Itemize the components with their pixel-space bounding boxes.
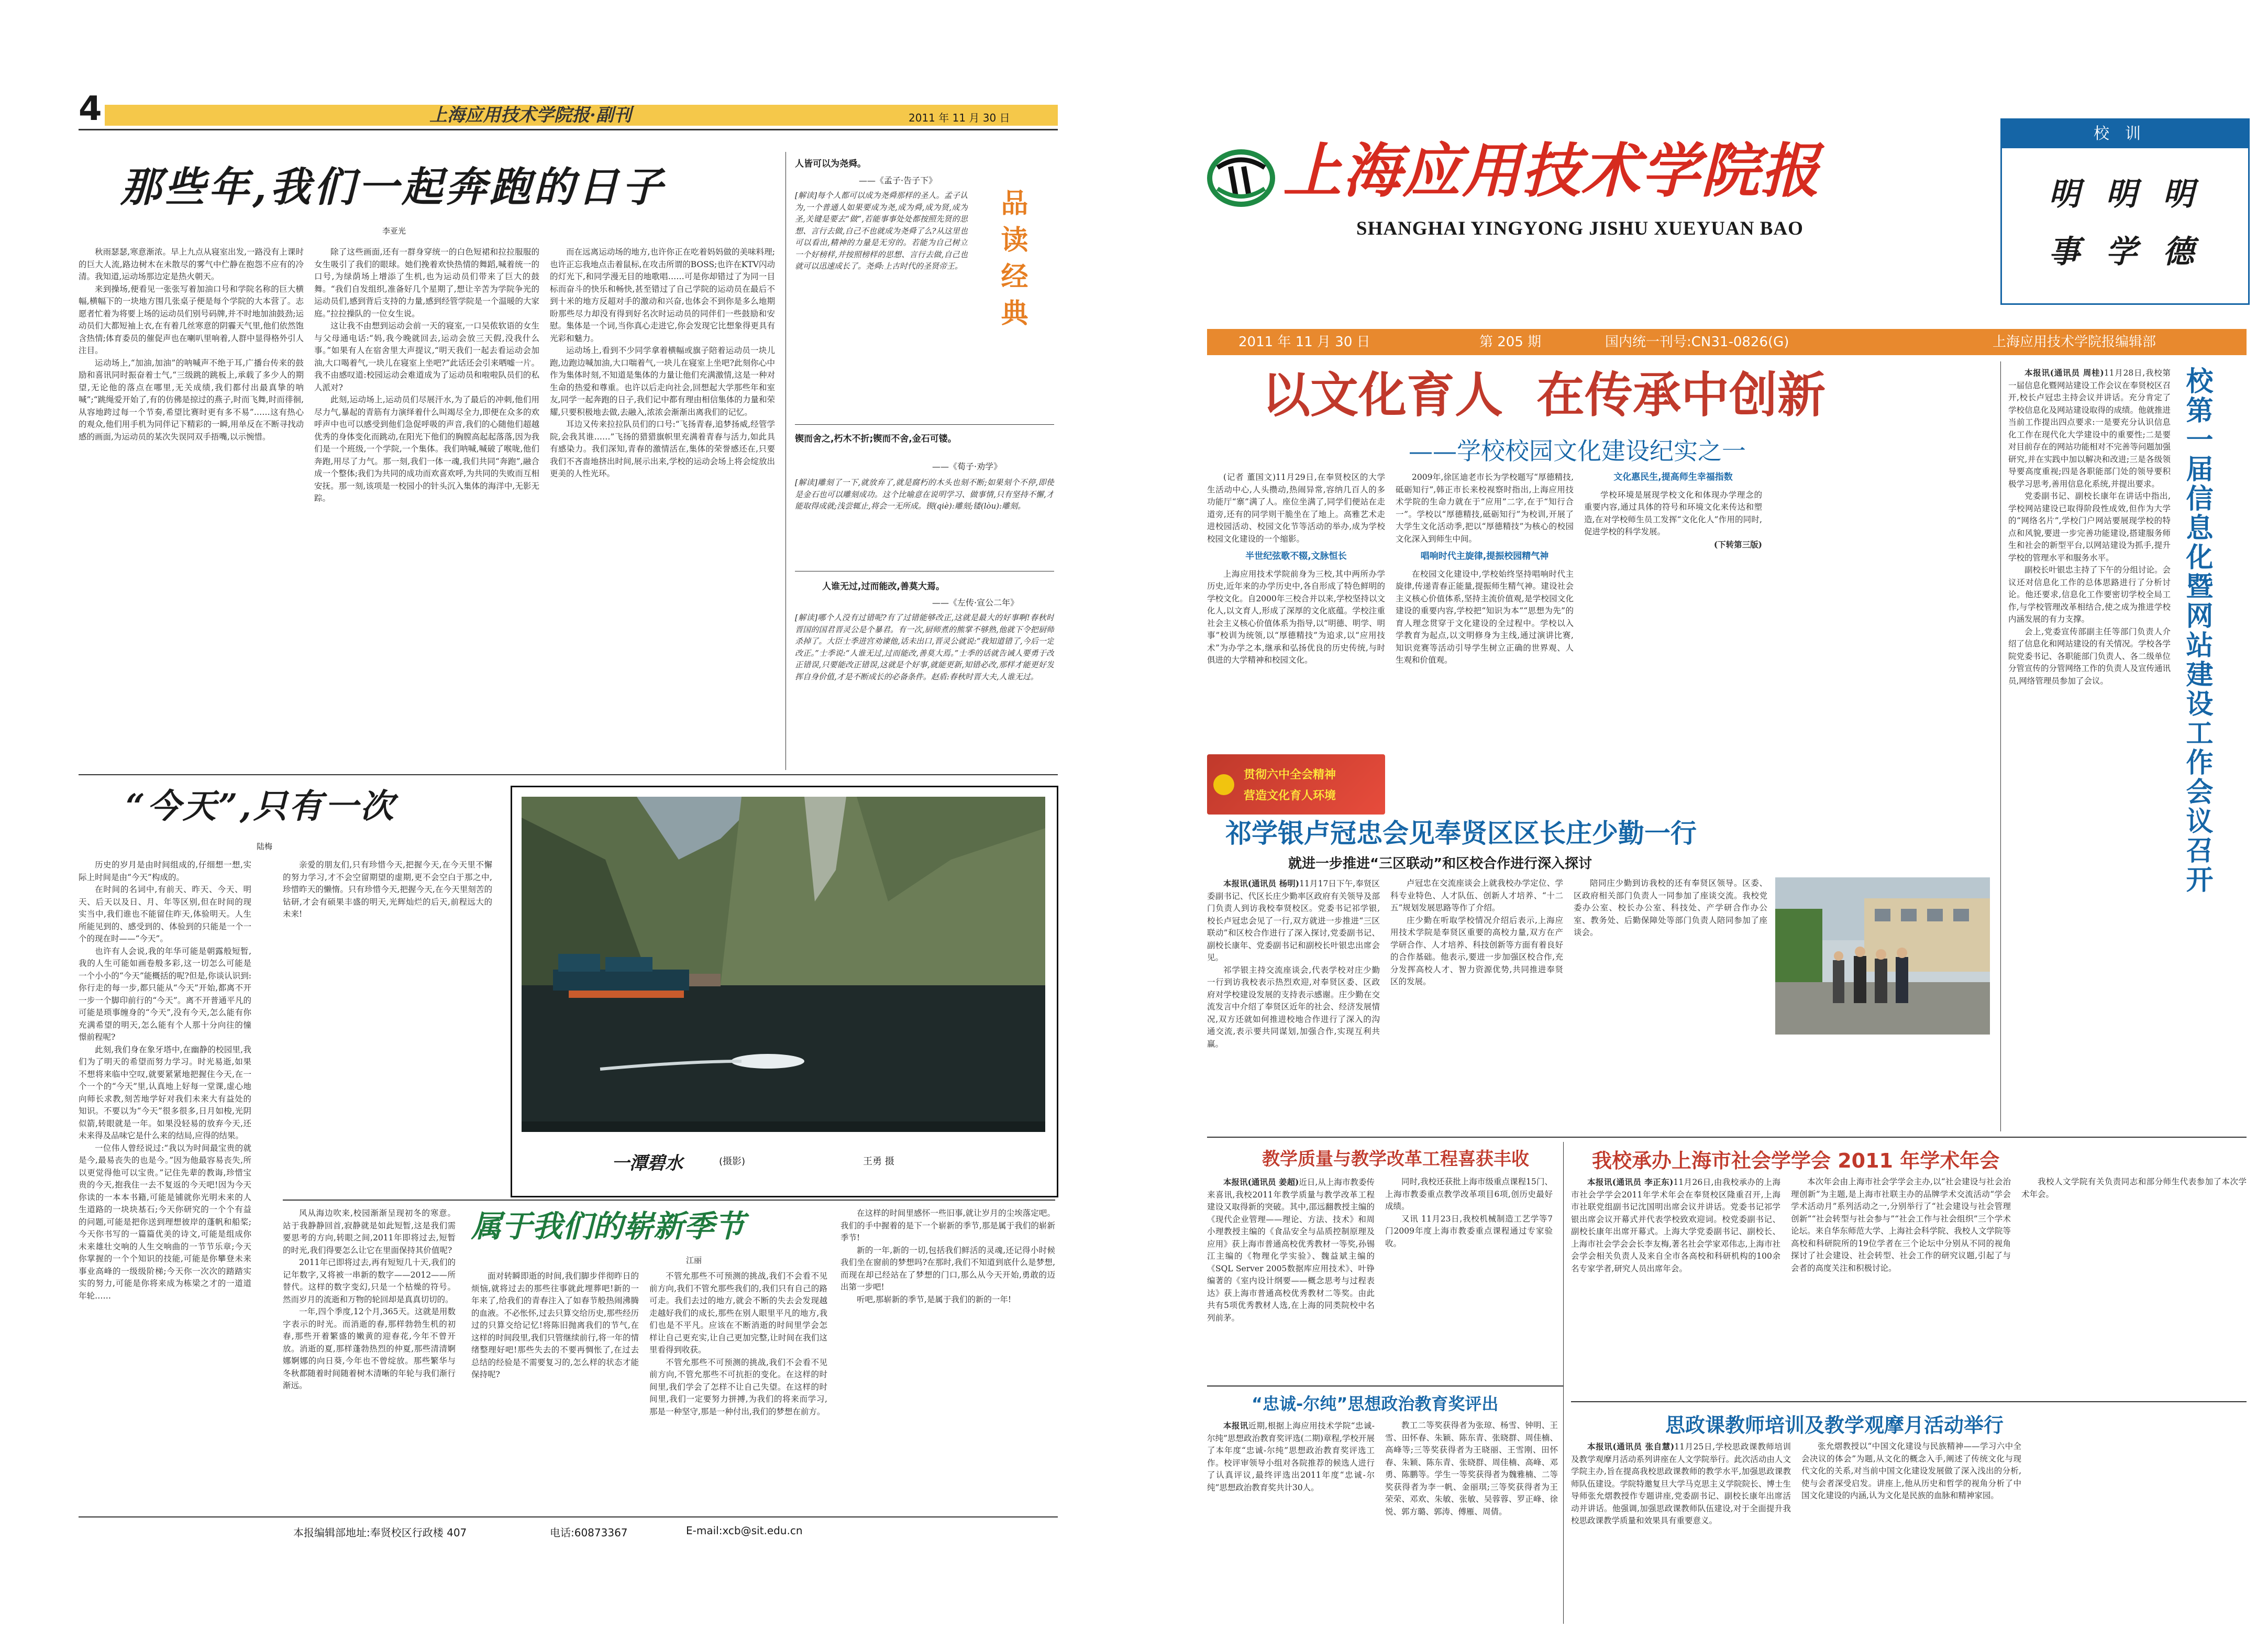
article1-col3 bbox=[550, 246, 775, 770]
info-bar bbox=[1207, 329, 2247, 355]
left-page bbox=[0, 0, 1079, 1650]
paragraph: 教工二等奖获得者为张琼、杨雪、钟明、王雪、田怀春、朱颖、陈东青、张晓群、周佳楠、高峰等;三等奖获得者为王晓丽、王雪刚、田怀春、朱颖、陈东青、张晓群、周佳楠、高峰、邓勇、陈鹏等。学生一等奖获得者为魏雅楠、二等奖获得者为李一帆、金丽琪;三等奖获得者为王荣荣、邓欢、朱敏、张敏、吴蓉蓉、罗正峰、徐悦、郭方璐、郭涛、傅雁、周倩。 bbox=[1385, 1421, 1558, 1516]
lead-col3 bbox=[1584, 471, 1762, 817]
footer-address: 本报编辑部地址:奉贤校区行政楼 407 bbox=[293, 1526, 467, 1539]
paragraph: 听吧,那崭新的季节,是属于我们的新的一年! bbox=[857, 1294, 1012, 1304]
paragraph: 风从海边吹来,校园渐渐呈现初冬的寒意。站于我静静回首,寂静就是如此短暂,这是我们需要思考的方向,转眼之间,2011年即将过去,短暂的时光,我们得要怎么让它在里面保持其价值呢? bbox=[283, 1208, 456, 1255]
masthead-pinyin: SHANGHAI YINGYONG JISHU XUEYUAN BAO bbox=[1356, 218, 1804, 239]
visit-byline: 本报讯(通讯员 杨明) bbox=[1223, 878, 1300, 888]
info-cn-number: 国内统一刊号:CN31-0826(G) bbox=[1605, 334, 1789, 350]
paragraph: 会上,党委宣传部副主任等部门负责人介绍了信息化和网站建设的有关情况。学校各学院党委书记、各职能部门负责人、各二级单位分管宣传的分管网络工作的负责人及宣传通讯员,网络管理员参加了会议。 bbox=[2008, 626, 2171, 686]
visit-subtitle: 就进一步推进“三区联动”和区校合作进行深入探讨 bbox=[1288, 856, 1592, 872]
award-byline: 本报讯 bbox=[1223, 1421, 1248, 1431]
teaching-intro bbox=[1207, 1176, 1375, 1324]
classics-note2: [解读]雕刻了一下,就放弃了,就是腐朽的木头也刻不断;如果刻个不停,即使是金石也可以雕刻成功。这个比喻意在说明学习、做事情,只有坚持不懈,才能取得成就;浅尝辄止,将会一无所成。锲(qiè):雕刻;镂(lòu):雕刻。 bbox=[795, 478, 1054, 511]
paragraph: 同时,我校还获批上海市级重点课程15门、上海市教委重点教学改革项目6项,创历史最好成绩。 bbox=[1385, 1177, 1553, 1211]
lead-sub1: 半世纪弦歌不辍,文脉恒长 bbox=[1245, 551, 1347, 562]
classics-box bbox=[791, 152, 1058, 770]
photo-frame bbox=[511, 786, 1058, 1197]
classics-note1: [解读]每个人都可以成为尧舜那样的圣人。孟子认为,一个普通人如果要成为尧,成为舜,成为贤,成为圣,关键是要去“做”,若能事事处处都按照先贤的思想、言行去做,自己不也就成为尧舜了么?从这里也可以看出,精神的力量是无穷的。若能为自己树立一个好榜样,并按照榜样的思想、言行去做,自己也就可以迅速成长了。尧舜:上古时代的圣贤帝王。 bbox=[795, 191, 968, 271]
paragraph: 面对转瞬即逝的时间,我们脚步伴彻昨日的烦恼,就将过去的那些往事就此埋葬吧!新的一年来了,给我们的青春注入了如春节般热闹沸腾的血液。不必怅怀,过去只算交给历史,那些经历过的只算交给记忆!将陈旧抛离我们的节气,在这样的时间段里,我们只管继续前行,将一年的情绪整理好吧!那些失去的不要再惆怅了,在过去总结的经验是不需要复习的,怎么样的状态才能保持呢? bbox=[471, 1271, 639, 1379]
article3-title: 属于我们的崭新季节 bbox=[471, 1208, 745, 1244]
classics-source2: ——《荀子·劝学》 bbox=[932, 461, 1002, 471]
lead-byline: (记者 董国文) bbox=[1223, 472, 1276, 482]
article2-col1 bbox=[79, 859, 251, 1503]
school-logo-icon bbox=[1207, 147, 1275, 210]
award-paragraph: 近期,根据上海应用技术学院“忠诚-尔纯”思想政治教育奖评选(二期)章程,学校开展了本年度“忠诚-尔纯”思想政治教育奖评选工作。校评审领导小组对各院推荐的候选人进行了认真评议,最终评选出2011年度“忠诚-尔纯”思想政治教育奖共计30人。 bbox=[1207, 1421, 1375, 1492]
info-publisher: 上海应用技术学院报编辑部 bbox=[1993, 334, 2156, 350]
classics-quote3: 人谁无过,过而能改,善莫大焉。 bbox=[822, 581, 945, 592]
paragraph: 在校园文化建设中,学校始终坚持唱响时代主旋律,传递青春正能量,提振师生精气神。建设社会主义核心价值体系,坚持主流价值观,是学校园文化建设的重要内容,学校把“知识为本”“思想为先”的育人理念贯穿于文化建设的全过程中。学校以入学教育为起点,以文明修身为主线,通过演讲比赛,知识竞赛等活动引导学生树立正确的世界观、人生观和价值观。 bbox=[1396, 569, 1574, 665]
page-number: 4 bbox=[79, 90, 102, 128]
banner-line2: 营造文化育人环境 bbox=[1244, 789, 1336, 802]
header-rule bbox=[79, 129, 1058, 130]
lead-intro bbox=[1207, 471, 1385, 545]
paragraph: 秋雨瑟瑟,寒意渐浓。早上九点从寝室出发,一路没有上课时的巨大人流,路边树木在未散尽的雾气中伫静在抱怨不应有的冷清。我知道,运动场那边定是热火朝天。 bbox=[79, 247, 304, 281]
paragraph: 运动场上,“加油,加油”的呐喊声不绝于耳,广播台传来的鼓励和喜讯同时振奋着士气,“三级跳的跳板上,承载了多少人的期望,无论他的落点在哪里,无关成绩,我们都付出最真挚的呐喊”;“跳绳爱开始了,有的仿佛是掠过的燕子,时而飞舞,时而徘徊,从容地跨过每一个节奏,希望比赛时更有多不易”……这有热心的观众,他们用手机为同伴记下精彩的一瞬,用单反在不断寻找动感的画面,为运动员的某次失误同双手捂嘴,以示惋惜。 bbox=[79, 358, 304, 442]
paragraph: 张允熠教授以“中国文化建设与民族精神——学习六中全会决议的体会”为题,从文化的概念入手,阐述了传统文化与现代文化的关系,对当前中国文化建设发展做了深入浅出的分析,使与会者深受启发。讲座上,他从历史和哲学的视角分析了中国文化建设的内涵,认为文化是民族的血脉和精神家园。 bbox=[1801, 1442, 2021, 1500]
photo-title: 一潭碧水 bbox=[612, 1153, 683, 1174]
society-title: 我校承办上海市社会学学会 2011 年学术年会 bbox=[1592, 1149, 2000, 1172]
paragraph: 不管允那些不可预测的挑战,我们不会看不见前方向,不管允那些不可抗拒的变化。在这样的时间里,我们学会了怎样不让自己失望。在这样的时间里,我们一定要努力拼搏,为我们的将来而学习,那是一种坚守,那是一种付出,我们的梦想在前方。 bbox=[649, 1357, 827, 1416]
training-paragraph: 11月25日,学校思政课教师培训及教学观摩月活动系列讲座在人文学院举行。此次活动由人文学院主办,旨在提高我校思政课教师的教学水平,加强思政课教师队伍建设。学院特邀复旦大学马克思主义学院院长、博士生导师张允熠教授作专题讲座,党委副书记、副校长康年出席活动并讲话。他强调,加强思政课教师队伍建设,对于全面提升我校思政课教学质量和效果具有重要意义。 bbox=[1571, 1442, 1791, 1525]
classics-source1: ——《孟子·告子下》 bbox=[859, 175, 937, 185]
classics-source3: ——《左传·宣公二年》 bbox=[932, 598, 1019, 608]
paragraph: 历史的岁月是由时间组成的,仔细想一想,实际上时间是由“今天”构成的。 bbox=[79, 860, 251, 882]
classics-quote2: 锲而舍之,朽木不折;锲而不舍,金石可镂。 bbox=[795, 434, 957, 444]
award-col1 bbox=[1207, 1420, 1375, 1624]
training-byline: 本报讯(通讯员 张自慧) bbox=[1587, 1442, 1675, 1451]
paragraph: 副校长叶银忠主持了下午的分组讨论。会议还对信息化工作的总体思路进行了分析讨论。他还要求,信息化工作要密切学校全局工作,与学校管理改革相结合,使之成为推进学校内涵发展的有力支撑。 bbox=[2008, 565, 2171, 624]
paragraph: 本次年会由上海市社会学学会主办,以“社会建设与社会治理创新”为主题,是上海市社联主办的品牌学术交流活动“学会学术活动月”系列活动之一,分别举行了“社会建设与社会管理创新”“社会转型与社会参与”“社会工作与社会组织”三个学术论坛。来自华东师范大学、上海社会科学院、我校人文学院等高校和科研院所的19位学者在三个论坛中分别从不同的视角探讨了社会建设、社会转型、社会工作的研究议题,引起了与会者的高度关注和积极讨论。 bbox=[1791, 1177, 2011, 1273]
article3-col4 bbox=[840, 1207, 1055, 1506]
motto-line1: 明 明 明 bbox=[2049, 176, 2201, 213]
sidebar-byline: 本报讯(通讯员 周桂) bbox=[2024, 368, 2104, 378]
training-intro bbox=[1571, 1440, 1791, 1527]
paragraph: 运动场上,看到不少同学拿着横幅或旗子陪着运动员一块儿跑,边跑边喊加油,大口喘着气,一块儿在寝室上坐吧?此刻你心中作为集体时刻,不知道是集体的力量让他们充满激情,这是一种对生命的热爱和尊重。也许以后走向社会,回想起大学那些年和室友,同学一起奔跑的日子,我们记中都有理由相信集体的力量和荣耀,只要积极地去做,去融入,浓浓会渐渐出离我们的记忆。 bbox=[550, 346, 775, 417]
section-rule bbox=[79, 774, 1058, 775]
paragraph: 我校人文学院有关负责同志和部分师生代表参加了本次学术年会。 bbox=[2021, 1177, 2247, 1199]
section-rule bbox=[283, 1200, 1055, 1201]
lead-sub3: 文化惠民生,提高师生幸福指数 bbox=[1613, 472, 1733, 482]
article3-col1 bbox=[283, 1207, 456, 1506]
header-date: 2011 年 11 月 30 日 bbox=[909, 112, 1010, 124]
paragraph: 新的一年,新的一切,包括我们鲜活的灵魂,还记得小时候我们坐在窗前的梦想吗?在那时,我们不知道到底什么是梦想,而现在却已经站在了梦想的门口,那么从今天开始,勇敢的迈出第一步吧! bbox=[840, 1245, 1055, 1292]
motto-label: 校训 bbox=[2002, 120, 2248, 148]
paragraph: 而在远离运动场的地方,也许你正在吃着妈妈做的美味料理;也许正忘我地点击着鼠标,在攻击所谓的BOSS;也许在KTV闪动的灯光下,和同学漫无目的地歌唱……可是你却错过了为同一目标而奋斗的快乐和畅快,甚至错过了自己学院的运动员在最后不到十米的地方反超对手的激动和兴奋,也体会不到你是多么地期盼那些尽力却没有得到好名次时运动员的同伴们一些鼓励和安慰。集体是一个词,当你真心走进它,你会发现它比想象得更具有光彩和魅力。 bbox=[550, 247, 775, 343]
visit-paragraph: 11月17日下午,奉贤区委副书记、代区长庄少勤率区政府有关领导及部门负责人到访我校奉贤校区。党委书记祁学银,校长卢冠忠会见了一行,双方就进一步推进“三区联动”和区校合作进行了深入探讨,党委副书记、副校长康年、党委副书记和副校长叶银忠出席会见。 bbox=[1207, 879, 1380, 962]
visit-title: 祁学银卢冠忠会见奉贤区区长庄少勤一行 bbox=[1225, 818, 1697, 849]
award-col2 bbox=[1385, 1420, 1558, 1624]
teaching-byline: 本报讯(通讯员 姜超) bbox=[1223, 1177, 1299, 1187]
society-col2 bbox=[1791, 1176, 2011, 1396]
paragraph: 一年,四个季度,12个月,365天。这就是用数字表示的时光。而消逝的春,那样勃勃生机的初春,那些开着繁盛的嫩黄的迎春花,今年不曾开放。消逝的夏,那样蓬勃热烈的仲夏,那些清清婀娜婀娜的向日葵,今年也不曾绽放。那些繁华与冬秋都随着时间随着树木清晰的年轮与我们渐行渐远。 bbox=[283, 1307, 456, 1390]
lead-continued: (下转第三版) bbox=[1713, 539, 1762, 549]
article1-col2 bbox=[314, 246, 539, 770]
paragraph: 耳边又传来拉拉队员们的口号:“飞扬青春,追梦扬威,经管学院,会我其谁……”飞扬的猎猎旗帜里充满着青春与活力,如此具有感染力。我们深知,青春的激情活在,集体的荣誉感还在,只要我们不吝啬地挤出时间,展示出来,学校的运动会场上将会绽放出更美的人性光环。 bbox=[550, 420, 775, 478]
paragraph: 亲爱的朋友们,只有珍惜今天,把握今天,在今天里不懈的努力学习,才不会空留期望的虚期,更不会空白于那之中,珍惜昨天的懒惰。只有珍惜今天,把握今天,在今天里刻苦的钻研,才会有硕果丰盛的明天,光辉灿烂的后天,前程远大的未来! bbox=[283, 860, 492, 919]
lead-banner bbox=[1207, 754, 1385, 815]
motto-line2: 事 学 德 bbox=[2049, 234, 2201, 270]
masthead-small: 上海应用技术学院报·副刊 bbox=[429, 105, 632, 126]
paragraph: 卢冠忠在交流座谈会上就我校办学定位、学科专业特色、人才队伍、创新人才培养、“十二五”规划发展思路等作了介绍。 bbox=[1390, 878, 1563, 912]
award-intro bbox=[1207, 1420, 1375, 1494]
training-col1 bbox=[1571, 1440, 1791, 1624]
training-col2 bbox=[1801, 1440, 2021, 1624]
sidebar-title: 校第一届信息化暨网站建设工作会议召开 bbox=[2181, 367, 2212, 895]
paragraph: 在这样的时间里感怀一些旧事,就让岁月的尘埃落定吧。我们的手中握着的是下一个崭新的季节,那是属于我们的崭新季节! bbox=[840, 1208, 1055, 1242]
column-rule bbox=[1563, 1142, 1564, 1624]
article1-title: 那些年,我们一起奔跑的日子 bbox=[120, 163, 666, 211]
article3-col3 bbox=[649, 1270, 827, 1506]
society-byline: 本报讯(通讯员 李正东) bbox=[1587, 1177, 1674, 1187]
section-rule bbox=[1571, 1401, 2247, 1402]
society-col3 bbox=[2021, 1176, 2247, 1396]
paragraph: 庄少勤在听取学校情况介绍后表示,上海应用技术学院是奉贤区重要的高校力量,双方在产学研合作、人才培养、科技创新等方面有着良好的合作基础。他表示,要进一步加强区校合作,充分发挥高校人才、智力资源优势,共同推进奉贤区的发展。 bbox=[1390, 915, 1563, 986]
section-rule bbox=[1207, 1137, 2247, 1138]
lake-photo bbox=[522, 797, 1045, 1132]
column-rule bbox=[785, 152, 786, 770]
classics-divider bbox=[795, 424, 1054, 425]
paragraph: 陪同庄少勤到访我校的还有奉贤区领导。区委、区政府相关部门负责人一同参加了座谈交流。我校党委办公室、校长办公室、科技处、产学研合作办公室、教务处、后勤保障处等部门负责人陪同参加了座谈会。 bbox=[1574, 878, 1767, 937]
paragraph: 这让我不由想到运动会前一天的寝室,一口吴侬软语的女生与父母通电话:“妈,我今晚就回去,运动会放三天假,没我什么事。”如果有人在宿舍里大声提议,“明天我们一起去看运动会加油,大口喝着气,一块儿在寝室上坐吧?”此话还会引来哂嘘一片。我不由感叹道:校园运动会难道成为了运动员和啦啦队员们的私人派对? bbox=[314, 321, 539, 392]
visit-photo bbox=[1775, 877, 1990, 1035]
lead-paragraph: 11月29日,在奉贤校区的大学生活动中心,人头攒动,热闹异常,容纳几百人的多功能厅“寨”满了人。座位坐满了,同学们便站在走道旁,还有的同学则干脆坐在了地上。高雅艺术走进校园活动、校园文化节等活动的举办,成为学校校园文化建设的一个缩影。 bbox=[1207, 472, 1385, 544]
society-paragraph: 11月26日,由我校承办的上海市社会学学会2011年学术年会在奉贤校区隆重召开,上海市社联党组副书记沈国明出席会议并讲话。党委书记祁学银出席会议开幕式并代表学校致欢迎词。校党委副书记、副校长康年出席开幕式。上海大学党委副书记、副校长、上海市社会学会会长李友梅,著名社会学家邓伟志,上海市社会学会相关负责人及来自全市各高校和科研机构的100余名专家学者,研究人员出席年会。 bbox=[1571, 1178, 1780, 1273]
award-title: “忠诚-尔纯”思想政治教育奖评出 bbox=[1252, 1394, 1499, 1414]
article2-title: “今天”,只有一次 bbox=[126, 787, 396, 826]
classics-note3: [解读]哪个人没有过错呢?有了过错能够改正,这就是最大的好事啊!春秋时晋国的国君晋灵公是个暴君。有一次,厨师煮的熊掌不够熟,他就下令把厨师杀掉了。大臣士季进宫劝谏他,话未出口,晋灵公就说:“我知道错了,今后一定改正。”士季说:“人谁无过,过而能改,善莫大焉。”士季的话就告诫人要勇于改正错误,只要能改正错误,这就是个好事,就能更新,知错必改,那样才能更好发挥自身价值,才是不断成长的必备条件。赵盾:春秋时晋大夫,人谁无过。 bbox=[795, 613, 1054, 681]
masthead-title: 上海应用技术学院报 bbox=[1283, 137, 1820, 205]
training-title: 思政课教师培训及教学观摩月活动举行 bbox=[1665, 1414, 2004, 1437]
paragraph: 也许有人会说,我的年华可能是朝露般短暂,我的人生可能如画卷般多彩,这一切怎么可能是一个小小的“今天”能概括的呢?但是,你谈认识到:你行走的每一步,都只能从“今天”开始,都离不开一步一个脚印前行的“今天”。离不开普通平凡的可能是琐事缠身的“今天”,没有今天,怎么能有你充满希望的明天,怎么能有个人那十分向往的憧憬前程呢? bbox=[79, 946, 251, 1042]
sidebar-intro bbox=[2008, 367, 2171, 490]
paragraph: 学校环境是展现学校文化和体现办学理念的重要内容,通过具体的符号和环境文化来传达和塑造,在对学校师生员工发挥“文化化人”作用的同时,促进学校的科学发展。 bbox=[1584, 490, 1762, 536]
lead-col2 bbox=[1396, 471, 1574, 817]
paragraph: 除了这些画面,还有一群身穿统一的白色短裙和拉拉服服的女生吸引了我们的眼球。她们挽着欢快热情的舞蹈,喊着统一的口号,为绿荫场上增添了生机,也为运动员们带来了巨大的鼓舞。“我们自发组织,准备好几个星期了,想让辛苦为学院争光的运动员们,感到背后支持的力量,感到经管学院是一个温暖的大家庭。”拉拉操队的一位女生说。 bbox=[314, 247, 539, 318]
visit-col3 bbox=[1574, 877, 1767, 1129]
sidebar-rule bbox=[2000, 361, 2001, 1131]
paragraph: 不管允那些不可预测的挑战,我们不会看不见前方向,我们不管允那些我们的,我们只有自己的路可走。我们去过的地方,就会不断的失去会发现越走越好我们的成长,那些在别人眼里平凡的地方,我们也是不平凡。应该在不断消逝的时间里学会怎样让自己更充实,让自己更加完整,让时间在我们这里看得到收获。 bbox=[649, 1271, 827, 1355]
paragraph: 2011年已即将过去,再有短短几十天,我们的记年数字,又将被一串新的数字——2012——所替代。这样的数字变幻,只是一个枯燥的符号。然而岁月的流逝和万物的轮回却是真真切切的。 bbox=[283, 1258, 456, 1304]
paragraph: 此刻,运动场上,运动员们尽展汗水,为了最后的冲刺,他们用尽力气,暴起的青筋有力演绎着什么叫竭尽全力,即便在众多的欢呼声中也可以感受到他们急促呼吸的声音,我们的心随他们超越优秀的身体变化而跳动,在阳光下他们的胸膛高起起落落,因为我们是一个班级,一个学院,一个集体。我们呐喊,喊破了喉咙,他们奔跑,用尽了力气。那一刻,我们一体一魂,我们共同“奔跑”,融合成一个整体;我们为共同的成功而欢喜欢呼,为共同的失败而互相安抚。那一刻,该项是一校园小的针头沉入集体的海洋中,无影无踪。 bbox=[314, 395, 539, 503]
lead-title: 以文化育人 在传承中创新 bbox=[1262, 367, 1826, 423]
visit-col2 bbox=[1390, 877, 1563, 1129]
article2-col2 bbox=[283, 859, 492, 1184]
teaching-title: 教学质量与教学改革工程喜获丰收 bbox=[1262, 1149, 1529, 1170]
motto-box bbox=[2000, 118, 2250, 305]
footer-email: E-mail:xcb@sit.edu.cn bbox=[686, 1524, 803, 1537]
party-emblem-icon bbox=[1213, 774, 1234, 795]
article2-author: 陆梅 bbox=[257, 842, 273, 851]
article3-col2 bbox=[471, 1270, 639, 1506]
paragraph: 一位伟人曾经说过:“我以为时间最宝贵的就是今,最易丧失的也是今。”因为他最容易丧失,所以更觉得他可以宝贵。”记住先辈的教诲,珍惜宝贵的今天,抱我住一去不复返的今天吧!因为今天你读的一本本书籍,可能是铺就你光明未来的人生道路的一块块基石;今天你研究的一个个有益的问题,可能是把你送到理想彼岸的蓬帆和船桨;今天你书写的一篇篇优美的诗文,可能是组成你未来雄壮交响的人生交响曲的一节节乐章;今天你掌握的一个个知识的技能,可能是你攀登未来事业高峰的一级级阶梯;今天你一次次的踏踏实实的努力,可能是你将来成为栋梁之才的一道道年轮…… bbox=[79, 1143, 251, 1301]
visit-intro bbox=[1207, 877, 1380, 964]
visit-col1 bbox=[1207, 877, 1380, 1129]
footer-phone: 电话:60873367 bbox=[550, 1526, 628, 1539]
society-intro bbox=[1571, 1176, 1780, 1275]
classics-label: 品读经典 bbox=[996, 189, 1028, 335]
sidebar-text bbox=[2008, 367, 2171, 1121]
article3-author: 江丽 bbox=[686, 1256, 702, 1265]
sidebar-paragraph: 11月28日,我校第一届信息化暨网站建设工作会议在奉贤校区召开,校长卢冠忠主持会议并讲话。充分肯定了学校信息化及网站建设取得的成绩。他就推进当前工作提出四点要求:一是要充分认识信息化工作在现代化大学建设中的重要性;二是要对目前存在的网站功能相对不完善等问题加强研究,并在实践中加以解决和改进;三是各级领导要高度重视;四是各职能部门处的领导要积极学习思考,善用信息化系统,并提出要求。 bbox=[2008, 368, 2171, 489]
paragraph: 来到操场,便看见一张张写着加油口号和学院名称的巨大横幅,横幅下的一块地方围几张桌子便是每个学院的大本营了。志愿者忙着为将要上场的运动员们别号码牌,并不时地加油鼓劲;运动员们大都短袖上衣,在有着几丝寒意的阴霾天气里,他们依然饱含热情;体育委员的催促声也在喇叭里响着,人群中显得格外引人注目。 bbox=[79, 284, 304, 355]
footer-rule bbox=[79, 1516, 1058, 1517]
right-page bbox=[1183, 0, 2268, 1650]
section-rule bbox=[1207, 1385, 1563, 1387]
info-issue: 第 205 期 bbox=[1479, 334, 1542, 350]
paragraph: 此刻,我们身在象牙塔中,在幽静的校园里,我们为了明天的希望而努力学习。时光易逝,如果不想将来临中空叹,就要紧紧地把握住今天,在一个一个的“今天”里,认真地上好每一堂课,虚心地向师长求教,刻苦地学好对我们未来大有益处的知识。不要以为“今天”很多很多,日月如梭,光阴似箭,转眼就是一年。如果没轻易的放弃今天,还未来得及品味它是什么来的结局,应得的结果。 bbox=[79, 1044, 251, 1140]
teaching-paragraph: 近日,从上海市教委传来喜讯,我校2011年教学质量与教学改革工程建设又取得新的突破。其中,邵远翻教授主编的《现代企业管理——理论、方法、技术》和周小理教授主编的《食品安全与品质控制原理及应用》获上海市普通高校优秀教材一等奖,孙锡江主编的《物理化学实验》、魏益斌主编的《SQL Server 2005数据库应用技术》、叶铮编著的《室内设计纲要——概念思考与过程表达》获上海市普通高校优秀教材二等奖。由此共有5项优秀教材人选,在上海的同类院校中名列前茅。 bbox=[1207, 1178, 1375, 1323]
teaching-col1 bbox=[1207, 1176, 1375, 1380]
article1-author: 李亚光 bbox=[382, 226, 406, 236]
article1-col1 bbox=[79, 246, 304, 770]
photo-type: (摄影) bbox=[719, 1156, 746, 1167]
teaching-col2 bbox=[1385, 1176, 1553, 1380]
lead-sub2: 唱响时代主旋律,提振校园精气神 bbox=[1420, 551, 1549, 562]
paragraph: 上海应用技术学院前身为三校,其中两所办学历史,近年来的办学历史中,各自形成了特色鲜明的学校文化。自2000年三校合并以来,学校坚持以文化人,以文育人,形成了深厚的文化底蕴。学校注重社会主义核心价值体系为指导,以“明德、明学、明事”校训为统领,以“厚德精技”为追求,以“应用技术”为办学之本,继承和弘扬优良的历史传统,与时俱进的大学精神和校园文化。 bbox=[1207, 569, 1385, 665]
paragraph: 又讯 11月23日,我校机械制造工艺学等7门2009年度上海市教委重点课程通过专家验收。 bbox=[1385, 1214, 1553, 1248]
paragraph: 2009年,徐匡迪老市长为学校题写“厚德精技,砥砺知行”,韩正市长来校视察时指出,上海应用技术学院的生命力就在于“应用”二字,在于“知行合一”。学校以“厚德精技,砥砺知行”为校训,开展了大学生文化活动季,把以“厚德精技”为核心的校园文化深入到师生中间。 bbox=[1396, 472, 1574, 544]
paragraph: 党委副书记、副校长康年在讲话中指出,学校网站建设已取得阶段性成效,但作为大学的“网络名片”,学校门户网站要展现学校的特点和风貌,要进一步完善功能建设,搭建服务师生和社会的新型平台,以网站建设为抓手,提升学校的管理水平和服务水平。 bbox=[2008, 491, 2171, 563]
paragraph: 在时间的名词中,有前天、昨天、今天、明天、后天以及日、月、年等区别,但在时间的现实当中,我们谁也不能留住昨天,体验明天。人生所能见到的、感受到的、体验到的只能是一个一个的现在时——“今天”。 bbox=[79, 885, 251, 943]
info-date: 2011 年 11 月 30 日 bbox=[1238, 334, 1370, 350]
lead-subtitle: ——学校校园文化建设纪实之一 bbox=[1409, 437, 1746, 465]
society-col1 bbox=[1571, 1176, 1780, 1396]
photo-credit: 王勇 摄 bbox=[863, 1156, 894, 1167]
classics-quote1: 人皆可以为尧舜。 bbox=[795, 159, 866, 169]
banner-line1: 贯彻六中全会精神 bbox=[1244, 768, 1336, 782]
paragraph: 祁学银主持交流座谈会,代表学校对庄少勤一行到访我校表示热烈欢迎,对奉贤区委、区政府对学校建设发展的支持表示感谢。庄少勤在交流发言中介绍了奉贤区近年的社会、经济发展情况,双方还就如何推进校地合作进行了深入的沟通交流,表示要共同谋划,加强合作,实现互利共赢。 bbox=[1207, 965, 1380, 1049]
